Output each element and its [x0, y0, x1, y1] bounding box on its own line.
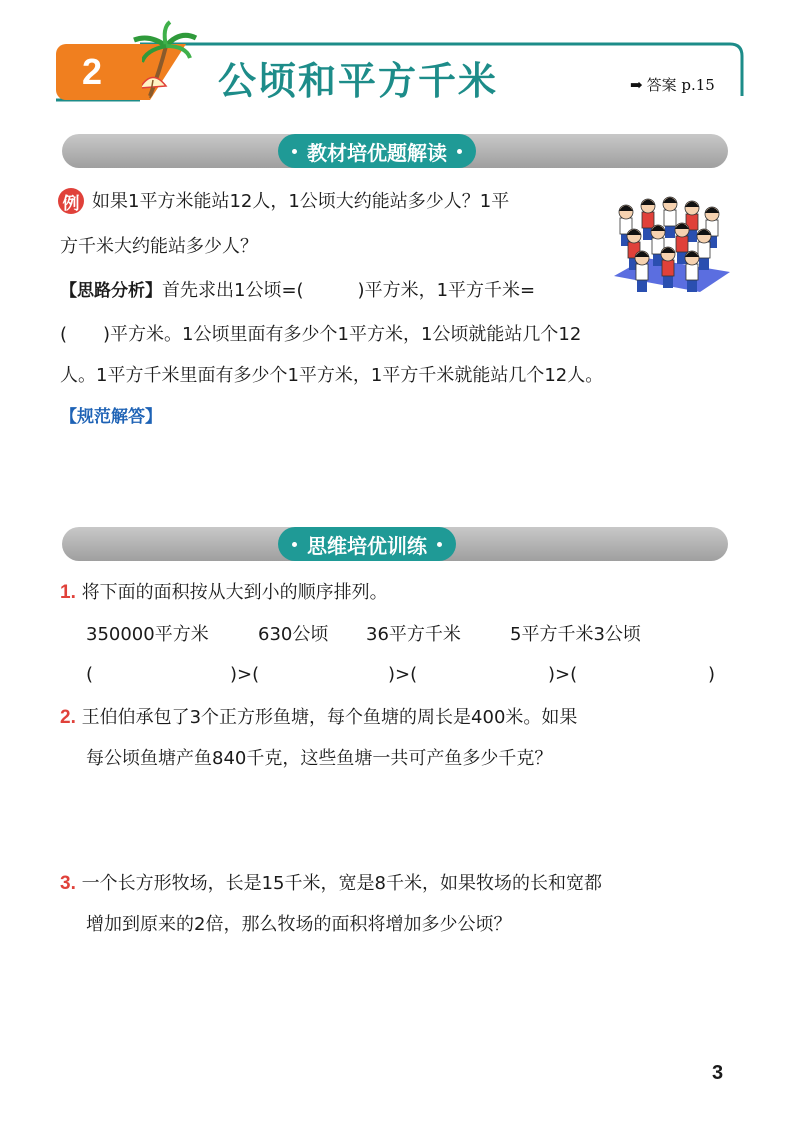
- question-2-line2: 每公顷鱼塘产鱼840千克，这些鱼塘一共可产鱼多少千克？: [86, 748, 553, 769]
- child-figure: [697, 229, 711, 270]
- dot-icon: [292, 149, 297, 154]
- page-title: 公顷和平方千米: [218, 59, 499, 103]
- section-title-textbook-label: 教材培优题解读: [307, 140, 447, 165]
- question-1-item-3: 36平方千米: [366, 624, 461, 645]
- crowd-of-children-illustration: [612, 192, 732, 304]
- question-3-number: 3.: [60, 873, 76, 894]
- question-2-number: 2.: [60, 707, 76, 728]
- analysis-line2: ( )平方米。1公顷里面有多少个1平方米，1公顷就能站几个12: [60, 324, 582, 345]
- answer-blank-close: ): [708, 664, 716, 685]
- arrow-right-icon: ➡: [630, 76, 643, 94]
- example-question-line1: 如果1平方米能站12人，1公顷大约能站多少人？1平: [92, 191, 510, 212]
- page-number: 3: [712, 1062, 724, 1084]
- answer-blank-sep-2: )>(: [388, 664, 418, 685]
- analysis-label: 【思路分析】: [60, 281, 162, 301]
- lesson-badge: [56, 44, 142, 100]
- question-1: [60, 583, 388, 602]
- question-2: [60, 708, 577, 727]
- question-1-item-1: 350000平方米: [86, 624, 209, 645]
- child-figure: [685, 251, 699, 292]
- example-badge: 例: [58, 188, 84, 214]
- child-figure: [661, 247, 675, 288]
- solution-label: 【规范解答】: [60, 407, 162, 427]
- answer-reference-text: 答案 p.15: [646, 76, 715, 94]
- analysis-line3: 人。1平方千米里面有多少个1平方米，1平方千米就能站几个12人。: [60, 365, 604, 386]
- dot-icon: [437, 542, 442, 547]
- lesson-number: 2: [82, 51, 103, 92]
- question-1-item-2: 630公顷: [258, 624, 329, 645]
- section-title-textbook: [278, 134, 476, 168]
- analysis-text-1: 首先求出1公顷=( )平方米，1平方千米=: [162, 280, 536, 301]
- child-figure: [635, 251, 649, 292]
- question-2-line1: 王伯伯承包了3个正方形鱼塘，每个鱼塘的周长是400米。如果: [81, 707, 578, 728]
- section-title-training-label: 思维培优训练: [307, 533, 427, 558]
- example-question-line2: 方千米大约能站多少人？: [60, 236, 258, 257]
- dot-icon: [457, 149, 462, 154]
- question-3-line2: 增加到原来的2倍，那么牧场的面积将增加多少公顷？: [86, 914, 512, 935]
- answer-blank-open: (: [86, 664, 94, 685]
- question-1-number: 1.: [60, 582, 76, 603]
- answer-blank-sep-3: )>(: [548, 664, 578, 685]
- dot-icon: [292, 542, 297, 547]
- question-1-text: 将下面的面积按从大到小的顺序排列。: [81, 582, 388, 603]
- section-title-training: [278, 527, 456, 561]
- question-1-item-4: 5平方千米3公顷: [510, 624, 641, 645]
- question-3-line1: 一个长方形牧场，长是15千米，宽是8千米，如果牧场的长和宽都: [81, 873, 602, 894]
- answer-blank-sep-1: )>(: [230, 664, 260, 685]
- question-3: [60, 874, 602, 893]
- analysis-line1: [60, 282, 535, 300]
- answer-reference: [630, 74, 715, 95]
